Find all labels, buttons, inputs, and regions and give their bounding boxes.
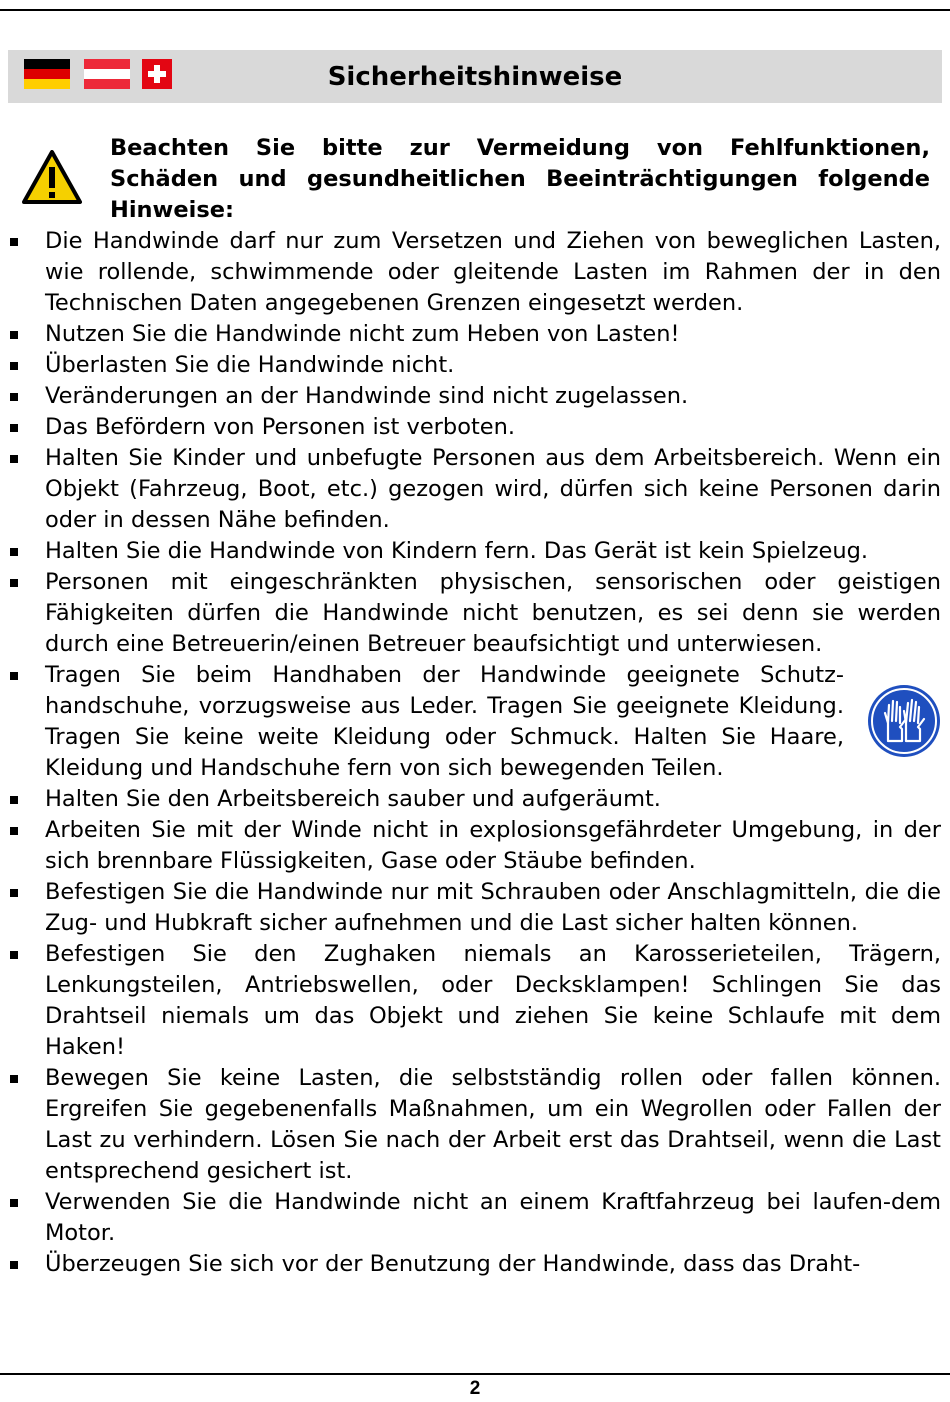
list-item-text: Personen mit eingeschränkten physischen, sensorischen oder geistigen Fähigkeiten dürfen die Handwinde nicht benutzen, es sei denn sie werden durch eine Betreuerin/einen Betreuer beaufsichtigt und unterwiesen.	[45, 569, 941, 657]
bullet-icon	[10, 393, 18, 401]
list-item	[0, 536, 941, 567]
page-number: 2	[469, 1378, 481, 1399]
flag-switzerland-icon	[142, 59, 172, 89]
protective-gloves-icon	[866, 683, 942, 759]
bullet-icon	[10, 1199, 18, 1207]
list-item	[0, 443, 941, 536]
list-item-text: Die Handwinde darf nur zum Versetzen und Ziehen von beweglichen Lasten, wie rollende, schwimmende oder gleitende Lasten im Rahmen der in den Technischen Daten angegebenen Grenzen eingesetzt werden.	[45, 228, 941, 316]
bullet-icon	[10, 238, 18, 246]
list-item-text: Überlasten Sie die Handwinde nicht.	[45, 352, 455, 378]
list-item	[0, 350, 941, 381]
list-item-text: Verwenden Sie die Handwinde nicht an einem Kraftfahrzeug bei laufen-dem Motor.	[45, 1189, 941, 1246]
list-item-text: Arbeiten Sie mit der Winde nicht in explosionsgefährdeter Umgebung, in der sich brennbare Flüssigkeiten, Gase oder Stäube befinden.	[45, 817, 941, 874]
bullet-icon	[10, 455, 18, 463]
bullet-icon	[10, 672, 18, 680]
bullet-icon	[10, 579, 18, 587]
list-item	[0, 1187, 941, 1249]
bullet-icon	[10, 889, 18, 897]
list-item	[0, 567, 941, 660]
list-item-text: Veränderungen an der Handwinde sind nicht zugelassen.	[45, 383, 689, 409]
list-item	[0, 660, 844, 784]
bullet-icon	[10, 951, 18, 959]
bullet-icon	[10, 548, 18, 556]
list-item	[0, 815, 941, 877]
bottom-rule	[0, 1373, 950, 1375]
bullet-icon	[10, 796, 18, 804]
list-item	[0, 784, 941, 815]
list-item	[0, 226, 941, 319]
warning-triangle-icon	[22, 150, 82, 204]
safety-instructions-list	[0, 226, 950, 1280]
bullet-icon	[10, 362, 18, 370]
page-title: Sicherheitshinweise	[327, 62, 623, 92]
list-item	[0, 877, 941, 939]
flag-austria-icon	[84, 59, 130, 89]
intro-text: Beachten Sie bitte zur Vermeidung von Fehlfunktionen, Schäden und gesundheitlichen Beeinträchtigungen folgende Hinweise:	[110, 135, 930, 223]
top-rule	[0, 9, 950, 11]
list-item	[0, 1249, 941, 1280]
bullet-icon	[10, 1261, 18, 1269]
list-item	[0, 1063, 941, 1187]
list-item-text: Tragen Sie beim Handhaben der Handwinde geeignete Schutz-handschuhe, vorzugsweise aus Leder. Tragen Sie geeignete Kleidung. Tragen Sie keine weite Kleidung oder Schmuck. Halten Sie Haare, Kleidung und Handschuhe fern von sich bewegenden Teilen.	[45, 662, 844, 781]
list-item-text: Überzeugen Sie sich vor der Benutzung der Handwinde, dass das Draht-	[45, 1251, 861, 1277]
list-item-text: Bewegen Sie keine Lasten, die selbstständig rollen oder fallen können. Ergreifen Sie gegebenenfalls Maßnahmen, um ein Wegrollen oder Fallen der Last zu verhindern. Lösen Sie nach der Arbeit erst das Drahtseil, wenn die Last entsprechend gesichert ist.	[45, 1065, 941, 1184]
list-item	[0, 319, 941, 350]
list-item-text: Befestigen Sie den Zughaken niemals an Karosserieteilen, Trägern, Lenkungsteilen, Antriebswellen, oder Decksklampen! Schlingen Sie das Drahtseil niemals um das Objekt und ziehen Sie keine Schlaufe mit dem Haken!	[45, 941, 941, 1060]
bullet-icon	[10, 1075, 18, 1083]
list-item-text: Halten Sie die Handwinde von Kindern fern. Das Gerät ist kein Spielzeug.	[45, 538, 869, 564]
list-item	[0, 381, 941, 412]
list-item-text: Das Befördern von Personen ist verboten.	[45, 414, 516, 440]
bullet-icon	[10, 331, 18, 339]
list-item-text: Halten Sie den Arbeitsbereich sauber und aufgeräumt.	[45, 786, 661, 812]
bullet-icon	[10, 827, 18, 835]
list-item-text: Befestigen Sie die Handwinde nur mit Schrauben oder Anschlagmitteln, die die Zug- und Hubkraft sicher aufnehmen und die Last sicher halten können.	[45, 879, 941, 936]
bullet-icon	[10, 424, 18, 432]
flag-germany-icon	[24, 59, 70, 89]
list-item	[0, 412, 941, 443]
list-item-text: Halten Sie Kinder und unbefugte Personen aus dem Arbeitsbereich. Wenn ein Objekt (Fahrzeug, Boot, etc.) gezogen wird, dürfen sich keine Personen darin oder in dessen Nähe befinden.	[45, 445, 941, 533]
list-item	[0, 939, 941, 1063]
list-item-text: Nutzen Sie die Handwinde nicht zum Heben von Lasten!	[45, 321, 680, 347]
